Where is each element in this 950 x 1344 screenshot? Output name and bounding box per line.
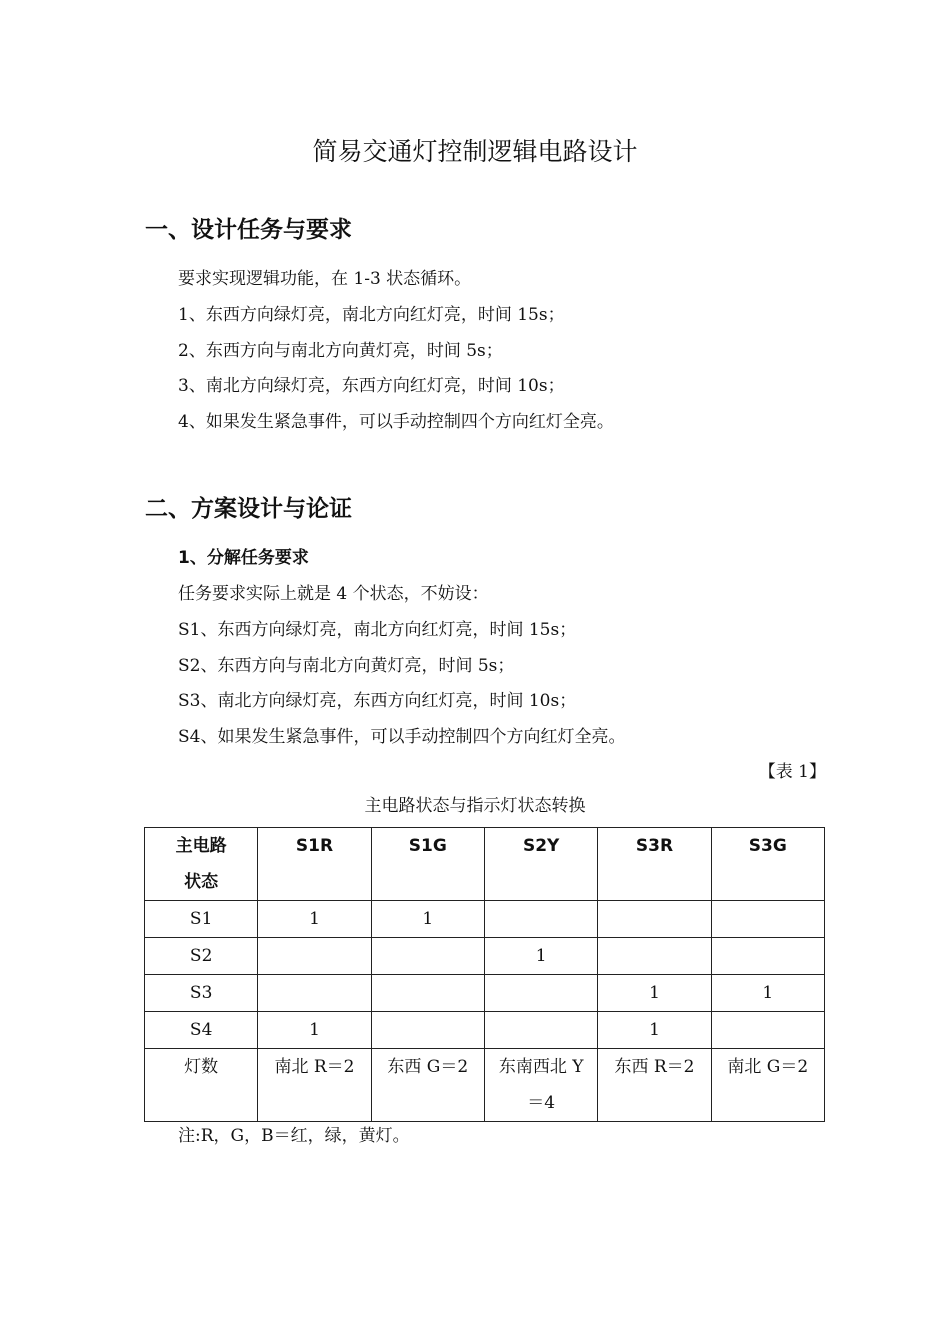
header-cell: S3R <box>598 828 711 901</box>
cell-line: 东南西北 Y <box>498 1057 584 1077</box>
table-row <box>145 938 825 975</box>
header-cell: S2Y <box>484 828 597 901</box>
state-intro: 任务要求实际上就是 4 个状态，不妨设： <box>178 584 489 604</box>
requirement-intro: 要求实现逻辑功能，在 1-3 状态循环。 <box>178 269 472 289</box>
section-heading-requirements: 一、设计任务与要求 <box>145 217 352 243</box>
state-s4: S4、如果发生紧急事件，可以手动控制四个方向红灯全亮。 <box>178 727 626 747</box>
document-title: 简易交通灯控制逻辑电路设计 <box>312 137 638 166</box>
table-cell <box>484 975 597 1012</box>
table-cell <box>484 1012 597 1049</box>
header-state-line2: 状态 <box>184 872 219 892</box>
table-cell: S4 <box>145 1012 258 1049</box>
requirement-item-3: 3、南北方向绿灯亮，东西方向红灯亮，时间 10s； <box>178 376 565 396</box>
table-row <box>145 901 825 938</box>
table-caption: 主电路状态与指示灯状态转换 <box>364 796 586 816</box>
requirement-item-4: 4、如果发生紧急事件，可以手动控制四个方向红灯全亮。 <box>178 412 614 432</box>
table-cell <box>371 975 484 1012</box>
table-row-light-count <box>145 1049 825 1122</box>
table-cell: S2 <box>145 938 258 975</box>
table-cell: 1 <box>484 938 597 975</box>
table-cell: 1 <box>598 975 711 1012</box>
header-cell: S1R <box>258 828 371 901</box>
table-cell: 南北 G＝2 <box>711 1049 824 1122</box>
table-cell: 东西 R＝2 <box>598 1049 711 1122</box>
table-row <box>145 1012 825 1049</box>
table-cell <box>258 938 371 975</box>
header-cell: S3G <box>711 828 824 901</box>
table-cell: 1 <box>258 1012 371 1049</box>
table-cell <box>371 938 484 975</box>
table-cell <box>598 938 711 975</box>
state-s1: S1、东西方向绿灯亮，南北方向红灯亮，时间 15s； <box>178 620 577 640</box>
table-cell <box>484 901 597 938</box>
table-cell <box>711 901 824 938</box>
table-cell <box>371 1012 484 1049</box>
table-cell: 南北 R＝2 <box>258 1049 371 1122</box>
requirement-item-2: 2、东西方向与南北方向黄灯亮，时间 5s； <box>178 341 503 361</box>
header-cell-state <box>145 828 258 901</box>
table-cell: 东西 G＝2 <box>371 1049 484 1122</box>
table-cell: 1 <box>711 975 824 1012</box>
state-s2: S2、东西方向与南北方向黄灯亮，时间 5s； <box>178 656 515 676</box>
cell-line: ＝4 <box>527 1093 556 1113</box>
header-cell: S1G <box>371 828 484 901</box>
table-cell: 1 <box>371 901 484 938</box>
table-cell: 1 <box>598 1012 711 1049</box>
table-cell <box>711 1012 824 1049</box>
subheading-decompose: 1、分解任务要求 <box>178 548 309 568</box>
table-header-row <box>145 828 825 901</box>
state-s3: S3、南北方向绿灯亮，东西方向红灯亮，时间 10s； <box>178 691 577 711</box>
table-note: 注:R，G，B＝红，绿，黄灯。 <box>178 1126 410 1146</box>
section-heading-design: 二、方案设计与论证 <box>145 496 352 522</box>
table-tag: 【表 1】 <box>758 762 826 782</box>
requirement-item-1: 1、东西方向绿灯亮，南北方向红灯亮，时间 15s； <box>178 305 565 325</box>
state-table <box>144 827 825 1122</box>
table-cell: 灯数 <box>145 1049 258 1122</box>
table-cell: 1 <box>258 901 371 938</box>
table-cell <box>258 975 371 1012</box>
table-cell: S1 <box>145 901 258 938</box>
table-cell <box>484 1049 597 1122</box>
table-cell <box>711 938 824 975</box>
table-row <box>145 975 825 1012</box>
header-state-line1: 主电路 <box>175 836 227 856</box>
table-cell: S3 <box>145 975 258 1012</box>
table-cell <box>598 901 711 938</box>
